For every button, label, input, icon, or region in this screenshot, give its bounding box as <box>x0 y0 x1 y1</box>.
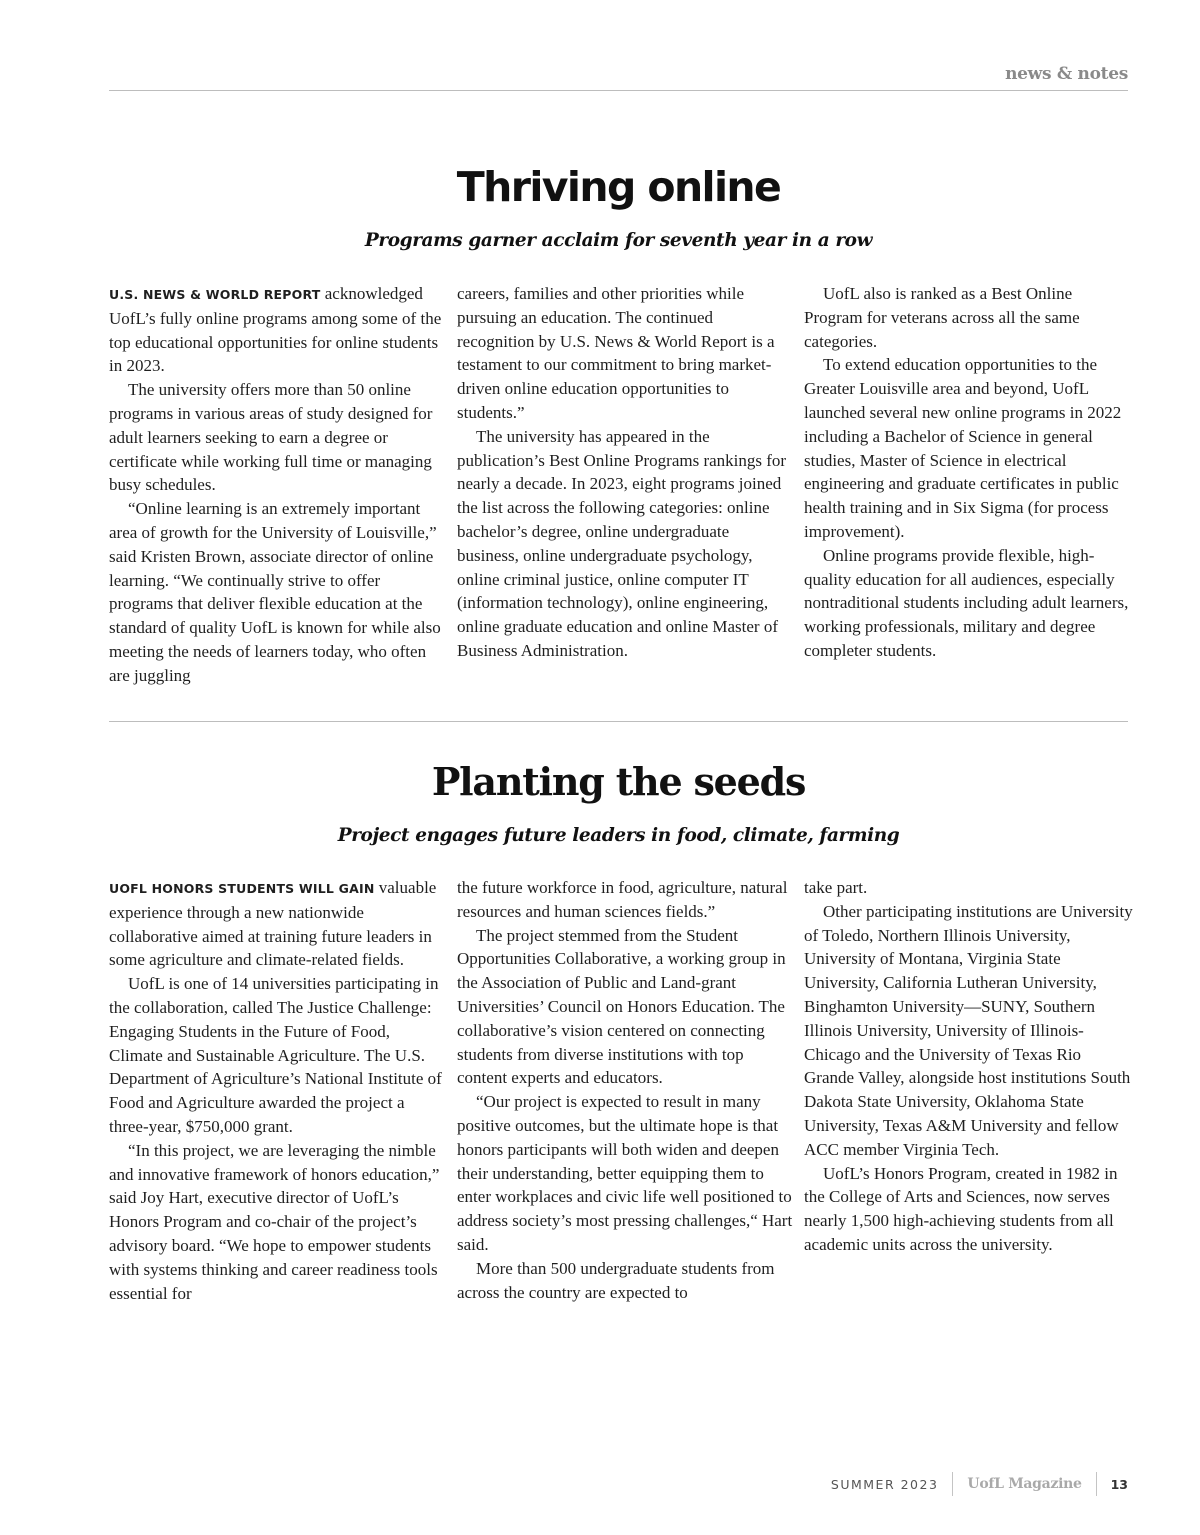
article1-col2-para2: The university has appeared in the publication’s Best Online Programs rankings for nearly a decade. In 2023, eight programs joined the list across the following categories: online bachelor’s degree, online undergraduate business, online undergraduate psychology, online criminal justice, online computer IT (information technology), online engineering, online graduate education and online Master of Business Administration. <box>457 426 787 660</box>
article2-title: Planting the seeds <box>431 759 806 804</box>
article2-col2-para2: The project stemmed from the Student Opportunities Collaborative, a working group in the Association of Public and Land-grant Universities’ Council on Honors Education. The collaborative’s vision centered on connecting students from diverse institutions with top content experts and educators. <box>457 925 786 1088</box>
article2-col3-para1: take part. <box>804 878 868 897</box>
top-rule <box>109 90 1128 91</box>
article2-col1-para2: UofL is one of 14 universities participating in the collaboration, called The Justice Challenge: Engaging Students in the Future of Food, Climate and Sustainable Agriculture. The U.S. Department of Agriculture’s National Institute of Food and Agriculture awarded the project a three-year, $750,000 grant. <box>109 974 442 1136</box>
footer-divider <box>1096 1472 1097 1496</box>
article2-column-3 <box>804 876 1134 1257</box>
page-footer <box>831 1471 1128 1497</box>
article1-column-3 <box>804 282 1134 663</box>
article1-lead-in: U.S. NEWS & WORLD REPORT <box>109 287 321 302</box>
article1-col2-para1: careers, families and other priorities while pursuing an education. The continued recognition by U.S. News & World Report is a testament to our commitment to bring market-driven online education opportunities to students.” <box>457 284 775 422</box>
article1-title: Thriving online <box>456 163 781 211</box>
article2-col1-para1 <box>109 876 445 972</box>
article2-deck: Project engages future leaders in food, climate, farming <box>337 825 900 846</box>
article2-col2-para3: “Our project is expected to result in many positive outcomes, but the ultimate hope is that honors participants will both widen and deepen their understanding, better equipping them to enter workplaces and civic life well positioned to address society’s most pressing challenges,“ Hart said. <box>457 1092 793 1254</box>
article2-col2-para4: More than 500 undergraduate students from across the country are expected to <box>457 1258 775 1302</box>
article2-col3-para3: UofL’s Honors Program, created in 1982 in the College of Arts and Sciences, now serves nearly 1,500 high-achieving students from all academic units across the university. <box>804 1163 1118 1254</box>
article1-col1-para3: “Online learning is an extremely important area of growth for the University of Louisville,” said Kristen Brown, associate director of online learning. “We continually strive to offer programs that deliver flexible education at the standard of quality UofL is known for while also meeting the needs of learners today, who often are juggling <box>109 499 441 685</box>
article2-col3-para2: Other participating institutions are University of Toledo, Northern Illinois University, University of Montana, Virginia State University, California Lutheran University, Binghamton University—SUNY, Southern Illinois University, University of Illinois-Chicago and the University of Texas Rio Grande Valley, alongside host institutions South Dakota State University, Oklahoma State University, Texas A&M University and fellow ACC member Virginia Tech. <box>804 901 1133 1159</box>
article1-column-1 <box>109 282 445 688</box>
article2-column-2 <box>457 876 793 1304</box>
footer-season: SUMMER 2023 <box>830 1476 939 1492</box>
article1-col1-para1-text: acknowledged UofL’s fully online programs among some of the top educational opportunities for online students in 2023. <box>109 284 442 376</box>
article2-col1-para3: “In this project, we are leveraging the nimble and innovative framework of honors education,” said Joy Hart, executive director of UofL’s Honors Program and co-chair of the project’s advisory board. “We hope to empower students with systems thinking and career readiness tools essential for <box>109 1140 440 1303</box>
article1-deck: Programs garner acclaim for seventh year in a row <box>364 230 873 251</box>
article2-col2-para1: the future workforce in food, agriculture, natural resources and human sciences fields.” <box>457 878 788 921</box>
article2-lead-in: UOFL HONORS STUDENTS WILL GAIN <box>109 881 375 896</box>
section-divider <box>109 721 1128 722</box>
article1-col3-para3: Online programs provide flexible, high-quality education for all audiences, especially nontraditional students including adult learners, working professionals, military and degree completer students. <box>804 545 1129 660</box>
page-number: 13 <box>1110 1476 1128 1492</box>
section-label: news & notes <box>1005 64 1128 84</box>
article1-column-2 <box>457 282 793 663</box>
article1-col3-para1: UofL also is ranked as a Best Online Program for veterans across all the same categories. <box>804 284 1080 351</box>
article1-col3-para2: To extend education opportunities to the Greater Louisville area and beyond, UofL launched several new online programs in 2022 including a Bachelor of Science in general studies, Master of Science in electrical engineering and graduate certificates in public health training and in Six Sigma (for process improvement). <box>804 355 1122 541</box>
footer-divider <box>952 1472 953 1496</box>
article2-column-1 <box>109 876 445 1305</box>
article2-col1-para1-text: valuable experience through a new nationwide collaborative aimed at training future leaders in some agriculture and climate-related fields. <box>109 878 437 970</box>
article1-col1-para2: The university offers more than 50 online programs in various areas of study designed for adult learners seeking to earn a degree or certificate while working full time or managing busy schedules. <box>109 380 433 495</box>
article1-col1-para1 <box>109 282 445 378</box>
footer-magazine-name: UofL Magazine <box>967 1476 1082 1492</box>
